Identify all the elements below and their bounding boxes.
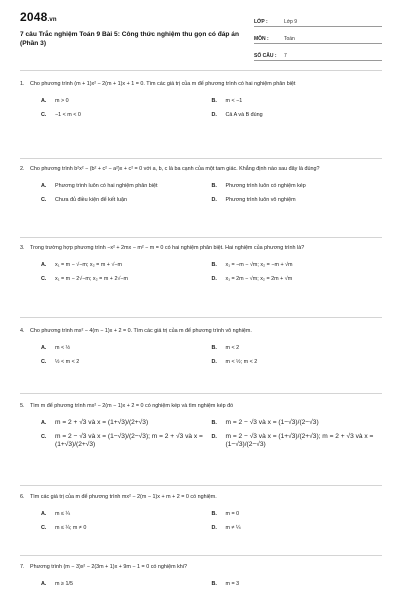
divider <box>20 485 382 486</box>
question-number: 4. <box>20 328 25 334</box>
meta-box <box>254 14 382 65</box>
option-d[interactable]: D. m = 2 − √3 và x = (1+√3)/(2+√3); m = 2 + √3 và x = (1−√3)/(2−√3) <box>211 433 374 448</box>
option-d[interactable]: D. m < ½; m < 2 <box>211 359 258 365</box>
option-d[interactable]: D. m ≠ ¼ <box>211 525 241 531</box>
option-a[interactable]: A. m > 0 <box>41 97 69 104</box>
meta-row-count <box>254 48 382 61</box>
meta-value: Toán <box>284 36 295 42</box>
question-text: Cho phương trình b²x² − (b² + c² − a²)x + c² = 0 với a, b, c là ba cạnh của một tam giác. Khẳng định nào sau đây là đúng? <box>30 166 320 172</box>
option-c[interactable]: C. ½ < m < 2 <box>41 359 80 365</box>
question-text: Tìm m để phương trình mx² − 2(m − 1)x + 2 = 0 có nghiệm kép và tìm nghiệm kép đó <box>30 403 234 409</box>
divider <box>20 555 382 556</box>
meta-label: SỐ CÂU : <box>254 53 277 59</box>
option-a[interactable]: A. m < ½ <box>41 344 71 351</box>
option-a[interactable]: A. m ≤ ¼ <box>41 510 70 517</box>
document-title: 7 câu Trắc nghiệm Toán 9 Bài 5: Công thức nghiệm thu gọn có đáp án (Phần 3) <box>20 31 239 47</box>
option-a[interactable]: A. x₁ = m − √−m; x₂ = m + √−m <box>41 261 123 268</box>
divider <box>20 70 382 71</box>
question-number: 7. <box>20 564 25 570</box>
page-header <box>0 0 400 62</box>
meta-value: Lớp 9 <box>284 19 298 25</box>
question-number: 5. <box>20 403 25 409</box>
option-d[interactable]: D. Phương trình luôn vô nghiệm <box>211 197 296 203</box>
logo-main: 2048 <box>20 10 48 24</box>
divider <box>20 393 382 394</box>
option-a[interactable]: A. m = 2 + √3 và x = (1+√3)/(2+√3) <box>41 418 149 426</box>
question-number: 3. <box>20 245 25 251</box>
meta-label: LỚP : <box>254 19 268 25</box>
question-3 <box>20 244 382 290</box>
question-6 <box>20 493 382 539</box>
option-d[interactable]: D. x₁ = 2m − √m; x₂ = 2m + √m <box>211 276 293 282</box>
option-c[interactable]: C. Chưa đủ điều kiện để kết luận <box>41 197 127 203</box>
question-7 <box>20 563 382 594</box>
question-5 <box>20 402 382 455</box>
question-1 <box>20 80 382 126</box>
divider <box>20 317 382 318</box>
option-b[interactable]: B. m = 3 <box>211 580 240 587</box>
option-c[interactable]: C. x₁ = m − 2√−m; x₂ = m + 2√−m <box>41 276 129 282</box>
question-text: Tìm các giá trị của m để phương trình mx² − 2(m − 1)x + m + 2 = 0 có nghiệm. <box>30 494 217 500</box>
question-number: 6. <box>20 494 25 500</box>
option-b[interactable]: B. Phương trình luôn có nghiệm kép <box>211 182 306 189</box>
option-c[interactable]: C. −1 < m < 0 <box>41 112 81 118</box>
question-2 <box>20 165 382 211</box>
option-c[interactable]: C. m = 2 − √3 và x = (1−√3)/(2−√3); m = 2 + √3 và x = (1+√3)/(2+√3) <box>41 433 203 448</box>
logo-suffix: .vn <box>47 17 57 23</box>
option-b[interactable]: B. m < 2 <box>211 344 240 351</box>
meta-row-class <box>254 14 382 27</box>
divider <box>20 237 382 238</box>
question-text: Cho phương trình (m + 1)x² − 2(m + 1)x + 1 = 0. Tìm các giá trị của m để phương trình có hai nghiệm phân biệt <box>30 81 296 87</box>
option-a[interactable]: A. m ≥ 1/5 <box>41 580 73 587</box>
question-4 <box>20 327 382 373</box>
question-text: Trong trường hợp phương trình −x² + 2mx − m² − m = 0 có hai nghiệm phân biệt. Hai nghiệm của phương trình là? <box>30 245 305 251</box>
option-b[interactable]: B. x₁ = −m − √m; x₂ = −m + √m <box>211 261 293 268</box>
meta-label: MÔN : <box>254 36 269 42</box>
option-b[interactable]: B. m = 2 − √3 và x = (1−√3)/(2−√3) <box>211 418 319 426</box>
divider <box>20 158 382 159</box>
option-c[interactable]: C. m ≤ ¼; m ≠ 0 <box>41 525 87 531</box>
site-logo[interactable] <box>20 10 57 24</box>
question-text: Phương trình (m − 3)x² − 2(3m + 1)x + 9m − 1 = 0 có nghiệm khi? <box>30 564 187 570</box>
option-d[interactable]: D. Cả A và B đúng <box>211 112 263 118</box>
meta-value: 7 <box>284 53 287 59</box>
option-a[interactable]: A. Phương trình luôn có hai nghiệm phân biệt <box>41 182 158 189</box>
question-number: 2. <box>20 166 25 172</box>
option-b[interactable]: B. m = 0 <box>211 510 240 517</box>
question-text: Cho phương trình mx² − 4(m − 1)x + 2 = 0. Tìm các giá trị của m để phương trình vô nghiệm. <box>30 328 252 334</box>
option-b[interactable]: B. m < −1 <box>211 97 243 104</box>
question-number: 1. <box>20 81 25 87</box>
meta-row-subject <box>254 31 382 44</box>
